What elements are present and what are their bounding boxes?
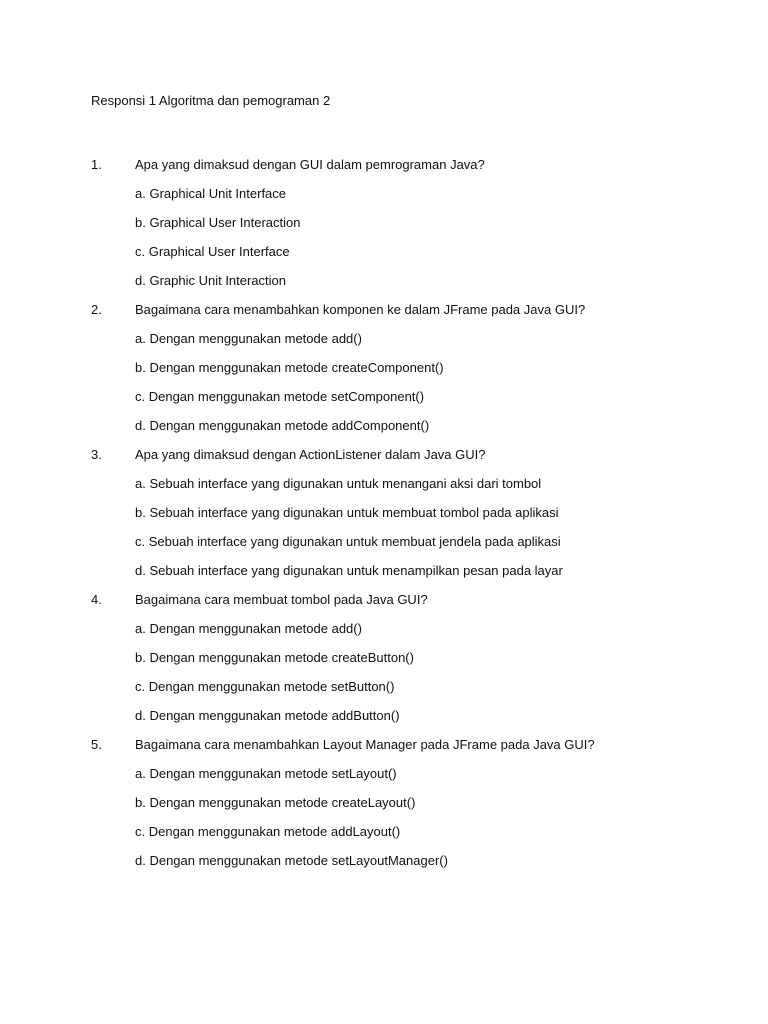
question-text: Apa yang dimaksud dengan GUI dalam pemrograman Java? (135, 157, 485, 172)
question-1 (91, 150, 731, 295)
option-d: d. Dengan menggunakan metode addButton() (135, 708, 400, 723)
option-c: c. Dengan menggunakan metode addLayout() (135, 824, 401, 839)
question-row (91, 295, 731, 324)
question-text: Bagaimana cara menambahkan Layout Manager pada JFrame pada Java GUI? (135, 737, 595, 752)
question-row (91, 440, 731, 469)
question-number: 5. (91, 737, 102, 752)
question-number: 4. (91, 592, 102, 607)
question-4 (91, 585, 731, 730)
option-d: d. Graphic Unit Interaction (135, 273, 287, 288)
option-a: a. Dengan menggunakan metode setLayout() (135, 766, 397, 781)
question-2 (91, 295, 731, 440)
option-b: b. Sebuah interface yang digunakan untuk membuat tombol pada aplikasi (135, 505, 559, 520)
option-d: d. Dengan menggunakan metode setLayoutManager() (135, 853, 448, 868)
question-row (91, 585, 731, 614)
option-a: a. Dengan menggunakan metode add() (135, 331, 362, 346)
question-number: 3. (91, 447, 102, 462)
option-c: c. Dengan menggunakan metode setButton() (135, 679, 395, 694)
question-text: Bagaimana cara membuat tombol pada Java GUI? (135, 592, 428, 607)
question-text: Bagaimana cara menambahkan komponen ke dalam JFrame pada Java GUI? (135, 302, 586, 317)
option-a: a. Dengan menggunakan metode add() (135, 621, 362, 636)
option-b: b. Dengan menggunakan metode createLayout() (135, 795, 416, 810)
option-b: b. Dengan menggunakan metode createComponent() (135, 360, 444, 375)
option-a: a. Sebuah interface yang digunakan untuk menangani aksi dari tombol (135, 476, 542, 491)
question-number: 1. (91, 157, 102, 172)
option-d: d. Dengan menggunakan metode addComponent() (135, 418, 430, 433)
option-c: c. Sebuah interface yang digunakan untuk membuat jendela pada aplikasi (135, 534, 561, 549)
question-row (91, 150, 731, 179)
question-3 (91, 440, 731, 585)
option-c: c. Dengan menggunakan metode setComponent() (135, 389, 425, 404)
option-c: c. Graphical User Interface (135, 244, 290, 259)
question-text: Apa yang dimaksud dengan ActionListener dalam Java GUI? (135, 447, 486, 462)
question-number: 2. (91, 302, 102, 317)
document-title: Responsi 1 Algoritma dan pemograman 2 (91, 93, 331, 108)
question-list (91, 150, 731, 875)
option-d: d. Sebuah interface yang digunakan untuk menampilkan pesan pada layar (135, 563, 563, 578)
option-b: b. Dengan menggunakan metode createButton() (135, 650, 414, 665)
question-row (91, 730, 731, 759)
question-5 (91, 730, 731, 875)
option-a: a. Graphical Unit Interface (135, 186, 287, 201)
option-b: b. Graphical User Interaction (135, 215, 301, 230)
